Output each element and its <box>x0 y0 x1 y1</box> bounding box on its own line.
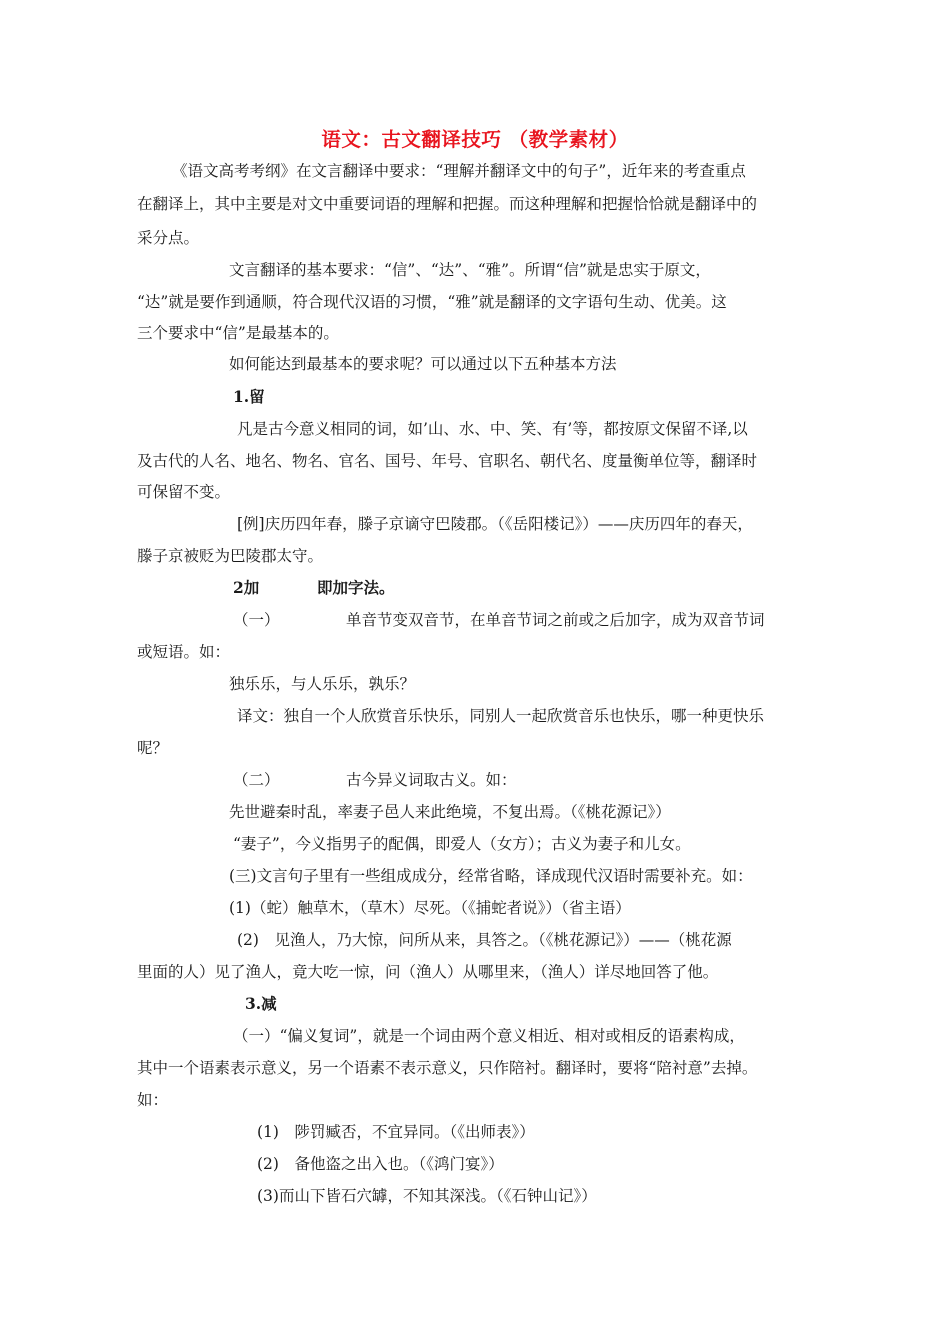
section-3-para-line-3: 如： <box>137 1091 169 1109</box>
requirements-line-3: 三个要求中“信”是最基本的。 <box>137 324 339 342</box>
section-2-sub-b-line-1: 古今异义词取古义。如： <box>346 771 517 789</box>
section-2-sub-a-translation-line-1: 译文：独自一个人欣赏音乐快乐，同别人一起欣赏音乐也快乐，哪一种更快乐 <box>237 707 765 725</box>
intro-line-3: 采分点。 <box>137 229 200 247</box>
section-1-para-line-2: 及古代的人名、地名、物名、官名、国号、年号、官职名、朝代名、度量衡单位等，翻译时 <box>137 452 758 470</box>
section-3-example-1: (1) 陟罚臧否，不宜异同。（《出师表》） <box>257 1123 535 1141</box>
intro-line-2: 在翻译上，其中主要是对文中重要词语的理解和把握。而这种理解和把握恰恰就是翻译中的 <box>137 195 758 213</box>
section-3-para-line-1: （一）“偏义复词”，就是一个词由两个意义相近、相对或相反的语素构成， <box>233 1027 745 1045</box>
intro-line-1: 《语文高考考纲》在文言翻译中要求：“理解并翻译文中的句子”，近年来的考查重点 <box>172 162 746 180</box>
section-2-sub-c-example-2-line-1: (2) 见渔人，乃大惊，问所从来，具答之。（《桃花源记》）——（桃花源 <box>237 931 732 949</box>
section-1-example-line-1: [例]庆历四年春，滕子京谪守巴陵郡。（《岳阳楼记》）——庆历四年的春天， <box>237 515 753 533</box>
section-2-heading-number: 2加 <box>233 578 260 597</box>
section-2-sub-a-line-2: 或短语。如： <box>137 643 231 661</box>
section-1-heading: 1.留 <box>233 387 265 406</box>
section-3-para-line-2: 其中一个语素表示意义，另一个语素不表示意义，只作陪衬。翻译时，要将“陪衬意”去掉。 <box>137 1059 758 1077</box>
document-title: 语文：古文翻译技巧 （教学素材） <box>321 128 629 151</box>
section-2-sub-b-note: “妻子”，今义指男子的配偶，即爱人（女方）；古义为妻子和儿女。 <box>233 835 691 853</box>
section-2-sub-b-example: 先世避秦时乱，率妻子邑人来此绝境，不复出焉。（《桃花源记》） <box>229 803 671 821</box>
requirements-line-2: “达”就是要作到通顺，符合现代汉语的习惯，“雅”就是翻译的文字语句生动、优美。这 <box>137 293 727 311</box>
section-3-example-2: (2) 备他盗之出入也。（《鸿门宴》） <box>257 1155 504 1173</box>
section-2-sub-c-example-2-line-2: 里面的人）见了渔人，竟大吃一惊，问（渔人）从哪里来，（渔人）详尽地回答了他。 <box>137 963 719 981</box>
section-3-heading: 3.减 <box>245 994 277 1013</box>
section-2-sub-a-example: 独乐乐，与人乐乐，孰乐？ <box>229 675 416 693</box>
section-2-heading-text: 即加字法。 <box>317 578 395 597</box>
section-1-para-line-3: 可保留不变。 <box>137 483 231 501</box>
section-2-sub-c-example-1: (1)（蛇）触草木，（草木）尽死。（《捕蛇者说》）（省主语） <box>229 899 631 917</box>
methods-intro: 如何能达到最基本的要求呢？可以通过以下五种基本方法 <box>229 355 617 373</box>
section-2-sub-a-translation-line-2: 呢？ <box>137 739 169 757</box>
requirements-line-1: 文言翻译的基本要求：“信”、“达”、“雅”。所谓“信”就是忠实于原文， <box>229 261 711 279</box>
section-3-example-3: (3)而山下皆石穴罅，不知其深浅。（《石钟山记》） <box>257 1187 597 1205</box>
section-2-sub-a-label: （一） <box>233 611 280 629</box>
section-1-example-line-2: 滕子京被贬为巴陵郡太守。 <box>137 547 324 565</box>
section-2-sub-c-line-1: (三)文言句子里有一些组成成分，经常省略，译成现代汉语时需要补充。如： <box>229 867 753 885</box>
section-1-para-line-1: 凡是古今意义相同的词，如’山、水、中、笑、有’等，都按原文保留不译,以 <box>237 420 748 438</box>
section-2-sub-a-line-1: 单音节变双音节，在单音节词之前或之后加字，成为双音节词 <box>346 611 765 629</box>
section-2-sub-b-label: （二） <box>233 771 280 789</box>
